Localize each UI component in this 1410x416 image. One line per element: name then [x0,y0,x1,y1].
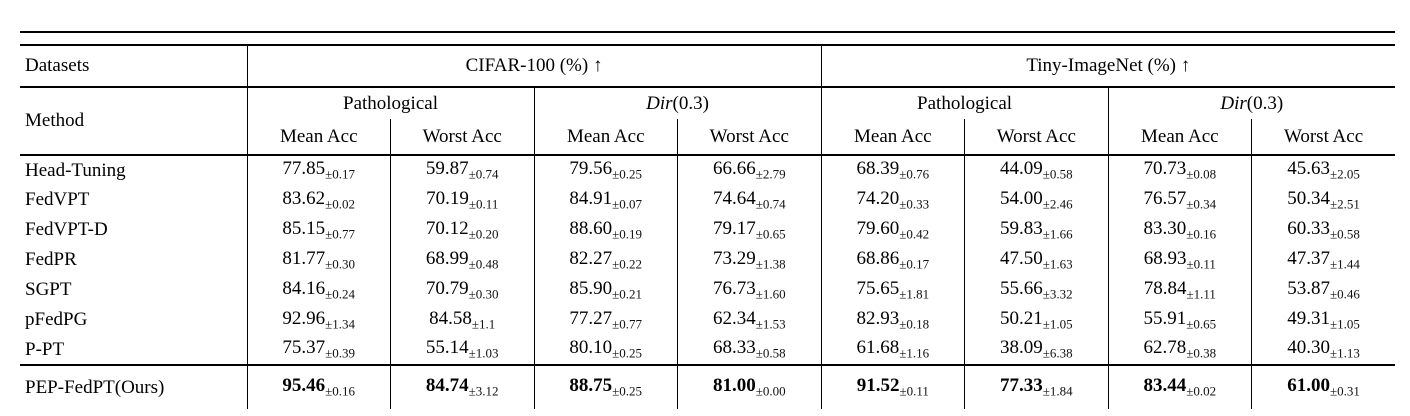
metric-header: Mean Acc [247,119,391,155]
value-std: ±0.33 [899,196,930,212]
value-cell [821,245,965,275]
metric-header: Mean Acc [821,119,965,155]
value-cell [391,275,535,305]
value-mean: 77.33 [999,375,1043,397]
value-cell [1252,275,1396,305]
value-std: ±0.17 [899,256,930,272]
value-mean: 79.60 [856,217,900,239]
value-std: ±0.22 [612,256,643,272]
datasets-header-cell: Datasets [20,45,247,87]
table-row [20,155,1395,185]
value-std: ±0.11 [468,196,499,212]
value-cell [678,155,822,185]
value-std: ±0.25 [612,383,643,399]
value-cell [391,335,535,365]
table-row [20,335,1395,365]
value-std: ±0.38 [1186,345,1217,361]
value-cell [534,335,678,365]
split-group-pathological-tiny: Pathological [821,87,1108,119]
value-cell [391,185,535,215]
value-cell [965,185,1109,215]
highlight-row [20,365,1395,409]
value-cell [534,155,678,185]
value-std: ±3.12 [468,383,499,399]
value-mean: 88.60 [569,217,613,239]
table-row [20,305,1395,335]
value-cell [1108,335,1252,365]
method-cell: FedVPT-D [25,219,108,240]
value-std: ±1.38 [755,256,786,272]
table-foot [20,365,1395,409]
value-cell [391,305,535,335]
value-mean: 95.46 [282,375,326,397]
dataset-group-cifar100: CIFAR-100 (%) ↑ [247,45,821,87]
value-mean: 79.56 [569,158,613,180]
value-mean: 70.73 [1143,158,1187,180]
value-cell [821,185,965,215]
value-std: ±0.77 [325,226,356,242]
value-mean: 60.33 [1287,217,1330,239]
value-mean: 78.84 [1143,277,1187,299]
value-mean: 91.52 [856,375,900,397]
value-cell [965,155,1109,185]
value-std: ±0.25 [612,166,643,182]
value-std: ±0.65 [755,226,786,242]
value-mean: 59.83 [999,217,1043,239]
method-cell: FedVPT [25,189,90,210]
value-std: ±1.34 [325,316,356,332]
value-std: ±6.38 [1042,345,1073,361]
value-std: ±1.44 [1329,256,1360,272]
value-std: ±0.65 [1186,316,1217,332]
dir-label-rest: (0.3) [1246,92,1284,114]
value-std: ±1.66 [1042,226,1073,242]
value-std: ±0.48 [468,256,499,272]
value-mean: 84.91 [569,187,613,209]
value-mean: 74.64 [712,187,756,209]
dataset-group-tinyimagenet: Tiny-ImageNet (%) ↑ [821,45,1395,87]
method-cell: FedPR [25,249,77,270]
value-mean: 38.09 [999,337,1043,359]
value-mean: 62.78 [1143,337,1187,359]
value-mean: 68.39 [856,158,900,180]
value-std: ±1.81 [899,286,930,302]
value-cell [678,245,822,275]
value-mean: 54.00 [999,187,1043,209]
value-mean: 45.63 [1287,158,1330,180]
value-std: ±0.11 [1186,256,1216,272]
value-std: ±0.77 [612,316,643,332]
value-cell [1108,185,1252,215]
value-mean: 75.65 [856,277,900,299]
value-cell [678,365,822,409]
method-header-cell: Method [20,87,247,155]
value-cell [247,365,391,409]
value-std: ±0.30 [325,256,356,272]
value-cell [247,245,391,275]
value-std: ±1.63 [1042,256,1073,272]
value-mean: 55.91 [1143,307,1187,329]
value-cell [534,305,678,335]
value-cell [965,215,1109,245]
value-std: ±1.13 [1329,345,1360,361]
value-std: ±0.02 [1186,383,1217,399]
value-std: ±0.16 [1186,226,1217,242]
dir-label-italic: Dir [1220,92,1247,114]
split-group-dir-tiny [1108,87,1395,119]
table-body [20,155,1395,365]
value-std: ±0.74 [755,196,786,212]
value-mean: 70.12 [425,217,469,239]
value-std: ±0.58 [1042,166,1073,182]
value-cell [965,245,1109,275]
table-row [20,245,1395,275]
value-mean: 88.75 [569,375,613,397]
value-cell [821,215,965,245]
value-std: ±0.58 [1329,226,1360,242]
metric-header: Worst Acc [965,119,1109,155]
method-cell: pFedPG [25,309,88,330]
value-cell [821,365,965,409]
value-mean: 66.66 [712,158,756,180]
value-mean: 82.93 [856,307,900,329]
value-cell [965,365,1109,409]
value-std: ±0.34 [1186,196,1217,212]
value-mean: 79.17 [712,217,756,239]
value-cell [1108,365,1252,409]
value-mean: 82.27 [569,247,613,269]
value-std: ±0.25 [612,345,643,361]
value-mean: 62.34 [712,307,756,329]
metric-header: Worst Acc [678,119,822,155]
value-cell [821,275,965,305]
value-cell [678,275,822,305]
value-mean: 68.99 [425,247,469,269]
value-mean: 55.14 [425,337,469,359]
value-std: ±1.1 [471,316,496,332]
value-mean: 47.37 [1287,247,1330,269]
value-std: ±3.32 [1042,286,1073,302]
value-std: ±0.11 [899,383,929,399]
dir-label-italic: Dir [646,92,673,114]
value-cell [821,335,965,365]
value-cell [1108,215,1252,245]
value-mean: 44.09 [999,158,1043,180]
value-cell [1108,275,1252,305]
value-mean: 73.29 [712,247,756,269]
value-mean: 68.93 [1143,247,1187,269]
value-cell [1108,155,1252,185]
value-std: ±0.08 [1186,166,1217,182]
value-std: ±1.84 [1042,383,1073,399]
value-mean: 83.44 [1143,375,1187,397]
value-cell [391,155,535,185]
value-mean: 85.90 [569,277,613,299]
split-header-row [20,87,1395,119]
value-std: ±1.53 [755,316,786,332]
value-cell [821,305,965,335]
value-mean: 49.31 [1287,307,1330,329]
value-mean: 84.16 [282,277,326,299]
value-std: ±0.58 [755,345,786,361]
value-std: ±2.79 [755,166,786,182]
value-std: ±1.03 [468,345,499,361]
dir-label-rest: (0.3) [672,92,709,114]
value-mean: 40.30 [1287,337,1330,359]
value-mean: 76.57 [1143,187,1187,209]
value-mean: 77.85 [282,158,326,180]
value-mean: 61.68 [856,337,900,359]
value-std: ±0.74 [468,166,499,182]
value-std: ±0.21 [612,286,643,302]
value-cell [247,185,391,215]
value-std: ±0.20 [468,226,499,242]
split-group-dir-cifar [534,87,821,119]
value-mean: 55.66 [999,277,1043,299]
value-mean: 68.86 [856,247,900,269]
value-mean: 81.77 [282,247,326,269]
value-std: ±2.51 [1329,196,1360,212]
value-mean: 76.73 [712,277,756,299]
value-std: ±1.16 [899,345,930,361]
value-cell [247,335,391,365]
value-std: ±0.30 [468,286,499,302]
value-std: ±2.46 [1042,196,1073,212]
value-cell [391,365,535,409]
value-std: ±1.05 [1329,316,1360,332]
value-mean: 61.00 [1287,375,1330,397]
value-mean: 53.87 [1287,277,1330,299]
value-std: ±2.05 [1329,166,1360,182]
value-cell [1252,305,1396,335]
results-table-container [20,31,1395,409]
value-std: ±0.07 [612,196,643,212]
value-cell [965,305,1109,335]
value-cell [391,215,535,245]
value-std: ±0.02 [325,196,356,212]
value-cell [534,185,678,215]
value-cell [534,275,678,305]
value-mean: 75.37 [282,337,326,359]
value-cell [678,305,822,335]
value-std: ±0.16 [325,383,356,399]
value-mean: 74.20 [856,187,900,209]
table-top-rule [20,31,1395,33]
value-cell [534,245,678,275]
value-mean: 70.19 [426,187,469,209]
value-cell [247,155,391,185]
value-cell [1252,245,1396,275]
value-mean: 47.50 [999,247,1043,269]
value-mean: 84.58 [429,307,472,329]
value-cell [247,215,391,245]
metric-header: Worst Acc [391,119,535,155]
value-std: ±0.46 [1329,286,1360,302]
table-row [20,275,1395,305]
value-std: ±0.19 [612,226,643,242]
value-cell [534,215,678,245]
metric-header: Mean Acc [1108,119,1252,155]
value-std: ±1.60 [755,286,786,302]
value-std: ±0.17 [325,166,356,182]
value-std: ±1.05 [1042,316,1073,332]
method-cell: PEP-FedPT(Ours) [20,365,247,409]
results-table [20,44,1395,409]
datasets-header-row [20,45,1395,87]
value-std: ±0.76 [899,166,930,182]
value-mean: 85.15 [282,217,326,239]
metric-header: Mean Acc [534,119,678,155]
value-std: ±0.31 [1329,383,1360,399]
value-cell [965,335,1109,365]
metric-header: Worst Acc [1252,119,1396,155]
value-cell [965,275,1109,305]
value-cell [1108,245,1252,275]
value-cell [1252,155,1396,185]
method-cell: SGPT [25,279,72,300]
value-std: ±0.24 [325,286,356,302]
value-std: ±0.00 [755,383,786,399]
value-mean: 77.27 [569,307,613,329]
value-mean: 83.62 [282,187,326,209]
table-row [20,215,1395,245]
value-mean: 50.21 [999,307,1043,329]
method-cell: P-PT [25,338,65,360]
value-mean: 50.34 [1287,187,1330,209]
value-std: ±1.11 [1186,286,1216,302]
value-mean: 92.96 [282,307,326,329]
value-cell [1108,305,1252,335]
value-cell [1252,215,1396,245]
value-mean: 80.10 [569,337,613,359]
value-mean: 81.00 [712,375,756,397]
value-cell [678,185,822,215]
value-cell [1252,365,1396,409]
value-cell [678,335,822,365]
method-cell: Head-Tuning [25,159,126,181]
value-cell [1252,185,1396,215]
value-cell [534,365,678,409]
value-mean: 68.33 [712,337,756,359]
value-std: ±0.42 [899,226,930,242]
value-cell [821,155,965,185]
value-mean: 84.74 [425,375,469,397]
value-mean: 70.79 [425,277,469,299]
value-cell [678,215,822,245]
value-cell [247,305,391,335]
value-cell [391,245,535,275]
split-group-pathological-cifar: Pathological [247,87,534,119]
value-std: ±0.18 [899,316,930,332]
table-row [20,185,1395,215]
value-std: ±0.39 [325,345,356,361]
value-mean: 59.87 [425,158,469,180]
value-mean: 83.30 [1143,217,1187,239]
value-cell [1252,335,1396,365]
value-cell [247,275,391,305]
